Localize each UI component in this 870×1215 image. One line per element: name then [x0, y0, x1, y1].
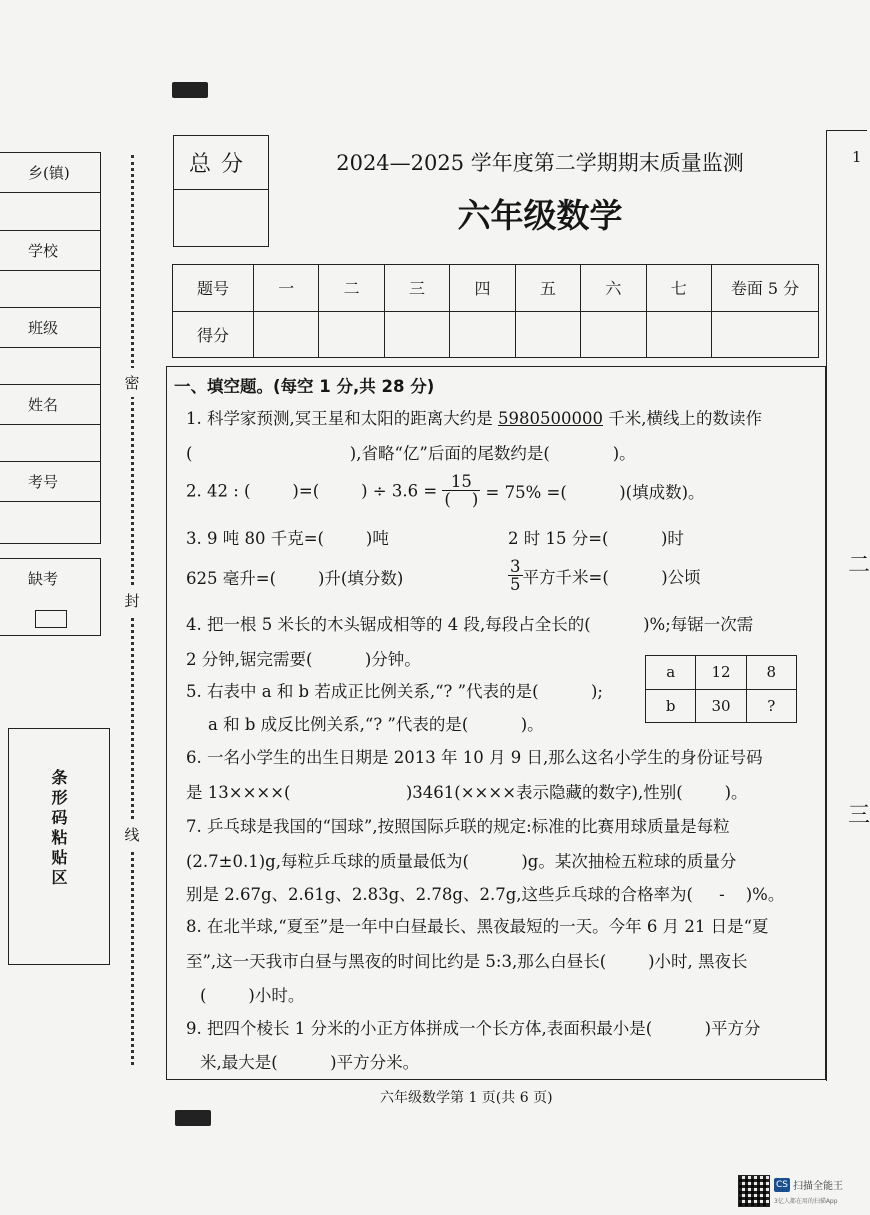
- proportion-table: [645, 655, 797, 723]
- registration-mark-bottom: [175, 1110, 211, 1126]
- blank-line: [0, 502, 100, 541]
- question-3-part-d: $\frac{3}{5}$ 平方千米=( )公顷: [510, 557, 701, 595]
- question-2: 2. 42 : ( )=( ) ÷ 3.6 = $\frac{15}{( )}$ = 75% =( )(填成数)。: [186, 472, 705, 510]
- question-6-line-2: 是 13××××( )3461(××××表示隐藏的数字),性别( )。: [186, 783, 748, 802]
- score-cell[interactable]: [515, 311, 580, 358]
- score-cell[interactable]: [712, 311, 819, 358]
- page-footer: 六年级数学第 1 页(共 6 页): [380, 1090, 553, 1106]
- score-cell[interactable]: [450, 311, 515, 358]
- table-cell: 七: [646, 265, 711, 312]
- next-column-frame: [826, 130, 867, 1081]
- question-7-line-1: 7. 乒乓球是我国的“国球”,按照国际乒联的规定:标准的比赛用球质量是每粒: [186, 817, 730, 836]
- table-row: [173, 265, 819, 312]
- edge-char: 二: [848, 553, 870, 578]
- table-cell: 8: [746, 656, 796, 690]
- question-8-line-1: 8. 在北半球,“夏至”是一年中白昼最长、黑夜最短的一天。今年 6 月 21 日是“夏: [186, 917, 769, 936]
- table-cell: 30: [696, 689, 746, 723]
- scanner-tagline: 3亿人都在用的扫描App: [774, 1198, 838, 1205]
- score-cell[interactable]: [319, 311, 384, 358]
- table-cell: 题号: [173, 265, 254, 312]
- fraction: $\frac{15}{( )}$: [444, 472, 479, 510]
- exam-number-label: 考号: [0, 462, 100, 502]
- exam-title: 2024—2025 学年度第二学期期末质量监测: [336, 151, 744, 175]
- question-4-line-2: 2 分钟,锯完需要( )分钟。: [186, 650, 421, 669]
- question-7-line-2: (2.7±0.1)g,每粒乒乓球的质量最低为( )g。某次抽检五粒球的质量分: [186, 852, 737, 871]
- subject-title: 六年级数学: [457, 196, 623, 235]
- score-cell[interactable]: [384, 311, 449, 358]
- table-cell: 六: [581, 265, 646, 312]
- question-9-line-2: 米,最大是( )平方分米。: [200, 1053, 420, 1072]
- section-header: 一、填空题。(每空 1 分,共 28 分): [174, 377, 435, 396]
- qr-code-icon: [738, 1175, 770, 1207]
- question-3-part-c: 625 毫升=( )升(填分数): [186, 569, 404, 588]
- absent-checkbox[interactable]: [35, 610, 67, 628]
- table-cell: 二: [319, 265, 384, 312]
- blank-line: [0, 271, 100, 308]
- scanner-brand: 扫描全能王: [793, 1181, 843, 1192]
- question-4-line-1: 4. 把一根 5 米长的木头锯成相等的 4 段,每段占全长的( )%;每锯一次需: [186, 615, 754, 634]
- question-5-line-2: a 和 b 成反比例关系,“? ”代表的是( )。: [208, 715, 544, 734]
- table-cell: 五: [515, 265, 580, 312]
- underlined-number: 5980500000: [497, 409, 603, 428]
- table-cell: a: [646, 656, 696, 690]
- table-row: [173, 311, 819, 358]
- table-cell: 卷面 5 分: [712, 265, 819, 312]
- class-label: 班级: [0, 308, 100, 348]
- table-cell: 三: [384, 265, 449, 312]
- total-score-label: 总分: [174, 136, 268, 190]
- fraction: $\frac{3}{5}$: [510, 557, 521, 595]
- student-info-box: [0, 152, 101, 544]
- score-cell[interactable]: [581, 311, 646, 358]
- edge-char: 1: [852, 148, 862, 166]
- question-8-line-3: ( )小时。: [200, 986, 305, 1005]
- barcode-area: [8, 728, 110, 965]
- score-cell[interactable]: [254, 311, 319, 358]
- table-cell: ?: [746, 689, 796, 723]
- registration-mark-top: [172, 82, 208, 98]
- grade-table: [172, 264, 819, 358]
- question-8-line-2: 至”,这一天我市白昼与黑夜的时间比约是 5:3,那么白昼长( )小时, 黑夜长: [186, 952, 748, 971]
- blank-line: [0, 348, 100, 385]
- question-3-part-a: 3. 9 吨 80 千克=( )吨: [186, 529, 389, 548]
- blank-line: [0, 425, 100, 462]
- seal-char-feng: 封: [122, 586, 142, 615]
- table-cell: 一: [254, 265, 319, 312]
- score-cell[interactable]: [646, 311, 711, 358]
- table-cell: 12: [696, 656, 746, 690]
- seal-char-mi: 密: [122, 368, 142, 397]
- table-cell: b: [646, 689, 696, 723]
- edge-char: 三: [848, 803, 870, 828]
- question-1-line-1: 1. 科学家预测,冥王星和太阳的距离大约是 5980500000 千米,横线上的数读作: [186, 409, 762, 428]
- table-cell: 四: [450, 265, 515, 312]
- blank-line: [0, 193, 100, 231]
- question-6-line-1: 6. 一名小学生的出生日期是 2013 年 10 月 9 日,那么这名小学生的身份证号码: [186, 748, 763, 767]
- table-row: [646, 689, 797, 723]
- question-5-line-1: 5. 右表中 a 和 b 若成正比例关系,“? ”代表的是( );: [186, 682, 603, 701]
- school-label: 学校: [0, 231, 100, 271]
- barcode-label: 条形码粘贴区: [49, 769, 68, 889]
- table-row: [646, 656, 797, 690]
- total-score-box: [173, 135, 269, 247]
- absent-label: 缺考: [28, 569, 59, 588]
- town-label: 乡(镇): [0, 153, 100, 193]
- table-cell: 得分: [173, 311, 254, 358]
- question-9-line-1: 9. 把四个棱长 1 分米的小正方体拼成一个长方体,表面积最小是( )平方分: [186, 1019, 761, 1038]
- name-label: 姓名: [0, 385, 100, 425]
- scanner-logo-icon: CS: [776, 1180, 788, 1190]
- question-1-line-2: ( ),省略“亿”后面的尾数约是( )。: [186, 444, 636, 463]
- question-3-part-b: 2 时 15 分=( )时: [508, 529, 684, 548]
- seal-char-xian: 线: [122, 820, 142, 849]
- question-7-line-3: 别是 2.67g、2.61g、2.83g、2.78g、2.7g,这些乒乓球的合格率为( - )%。: [186, 885, 785, 904]
